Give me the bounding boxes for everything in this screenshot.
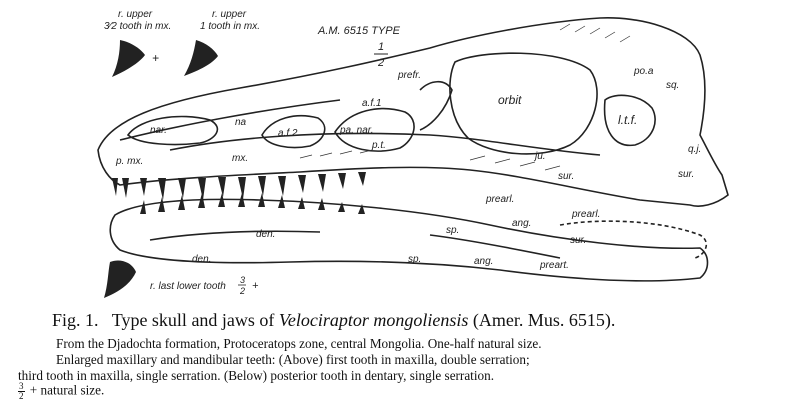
- label-qj: q.j.: [688, 144, 702, 155]
- label-af1: a.f.1: [362, 98, 382, 109]
- specimen-label: A.M. 6515 TYPE: [318, 25, 400, 37]
- tooth-plus-1: +: [152, 51, 160, 65]
- label-pt: p.t.: [372, 140, 386, 151]
- caption-line-4: [18, 382, 104, 401]
- label-den-2: den.: [192, 254, 212, 265]
- tooth-label-2b: 1 tooth in mx.: [200, 21, 261, 32]
- caption-line-2: Enlarged maxillary and mandibular teeth: (Above) first tooth in maxilla, double serration;: [56, 352, 530, 367]
- label-ang-2: ang.: [474, 256, 494, 267]
- last-lower-plus: +: [252, 280, 259, 292]
- label-ltf: l.t.f.: [618, 113, 638, 127]
- caption-fraction: [18, 382, 25, 401]
- label-prefr: prefr.: [398, 70, 421, 81]
- label-sur-1: sur.: [558, 171, 575, 182]
- label-na: na: [235, 117, 247, 128]
- mandible-drawing: [110, 199, 707, 281]
- label-prearl-3: preart.: [540, 260, 569, 271]
- label-nar: nar.: [150, 125, 167, 136]
- label-orbit: orbit: [498, 93, 522, 107]
- scale-denominator: 2: [378, 57, 385, 69]
- label-af2: a.f.2: [278, 128, 298, 139]
- tooth-label-1a: r. upper: [118, 9, 153, 20]
- caption-line-3: third tooth in maxilla, single serration. (Below) posterior tooth in dentary, single serration.: [18, 368, 494, 383]
- upper-teeth-row: [112, 172, 366, 200]
- upper-tooth-2-drawing: [184, 40, 218, 76]
- caption-line-1: From the Djadochta formation, Protoceratops zone, central Mongolia. One-half natural size.: [56, 336, 542, 351]
- scale-numerator: 1: [378, 41, 385, 53]
- last-lower-tooth-label: r. last lower tooth: [150, 281, 226, 292]
- upper-tooth-1-drawing: [112, 40, 145, 77]
- tooth-label-2a: r. upper: [212, 9, 247, 20]
- caption-title-lead: Type skull and jaws of: [111, 310, 275, 330]
- label-mx: mx.: [232, 153, 249, 164]
- lower-tooth-drawing: [104, 260, 136, 298]
- tooth-label-1b: 3⁄2 tooth in mx.: [104, 21, 172, 32]
- label-den-1: den.: [256, 229, 276, 240]
- label-sq: sq.: [666, 80, 680, 91]
- label-pmx: p. mx.: [116, 156, 144, 167]
- caption-fig-prefix: Fig. 1.: [52, 310, 99, 330]
- caption-line-4-tail: + natural size.: [29, 382, 105, 398]
- label-sur-2: sur.: [678, 169, 695, 180]
- label-paner: pa. nar.: [340, 125, 374, 136]
- caption-fraction-den: 2: [19, 391, 24, 401]
- last-lower-scale-den: 2: [240, 286, 246, 296]
- label-ang-1: ang.: [512, 218, 532, 229]
- last-lower-scale-num: 3: [240, 275, 246, 285]
- label-ju: ju.: [535, 151, 546, 162]
- caption-fraction-num: 3: [19, 381, 24, 391]
- figure-caption-title: [52, 310, 800, 331]
- label-sur-3: sur.: [570, 235, 587, 246]
- skull-texture: [300, 24, 630, 170]
- label-prearl-1: prearl.: [486, 194, 515, 205]
- label-poa: po.a: [634, 66, 654, 77]
- label-sp-1: sp.: [446, 225, 460, 236]
- label-prearl-2: prearl.: [572, 209, 601, 220]
- label-sp-2: sp.: [408, 254, 422, 265]
- caption-species: Velociraptor mongoliensis: [278, 310, 469, 330]
- caption-title-tail: (Amer. Mus. 6515).: [472, 310, 616, 330]
- skull-drawing: [98, 18, 728, 206]
